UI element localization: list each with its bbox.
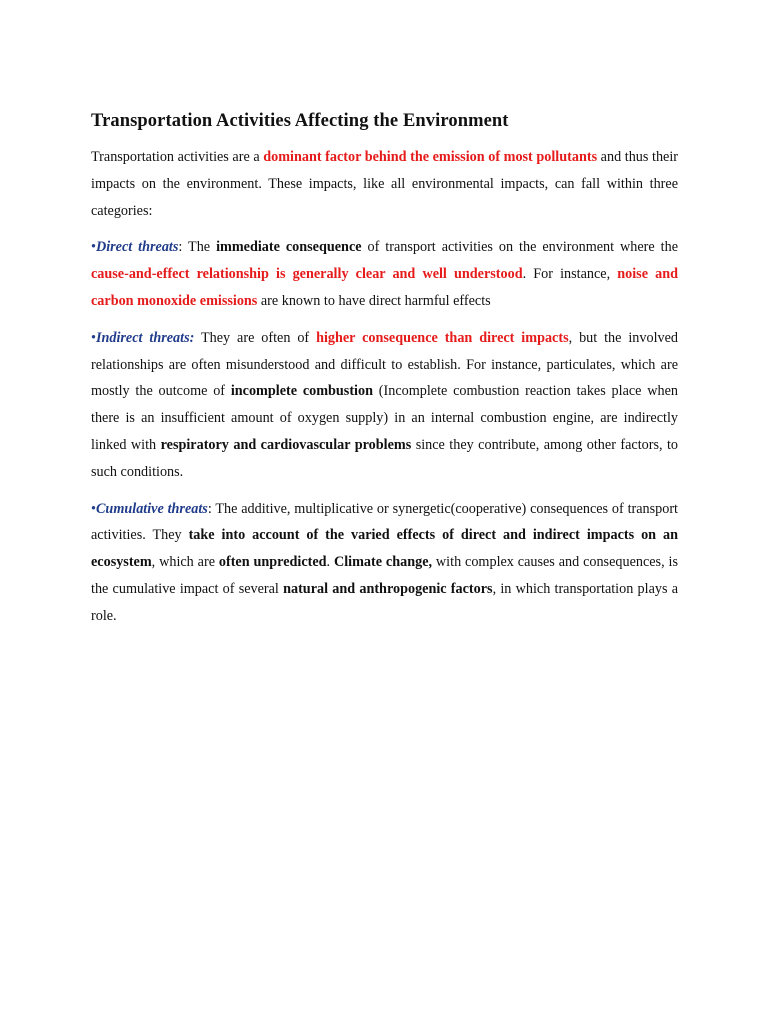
document-page: [91, 108, 678, 640]
bullet-direct: •: [91, 239, 96, 256]
cumulative-bold-4: natural and anthropogenic factors: [283, 580, 493, 597]
indirect-text-2: , but the involved relationships are often misunderstood and difficult to establish. For instance, particulates, which are mostly the outcome of: [91, 329, 678, 400]
bullet-indirect: •: [91, 329, 96, 346]
cumulative-bold-2: often unpredicted: [218, 554, 327, 571]
direct-threats-paragraph: [91, 234, 678, 314]
intro-text-1: Transportation activities are a: [91, 149, 264, 165]
direct-text-4: are known to have direct harmful effects: [257, 292, 491, 309]
direct-bold-1: immediate consequence: [216, 239, 362, 256]
cumulative-text-1: : The additive, multiplicative or synergetic(cooperative) consequences of transport activities. They: [91, 500, 679, 544]
direct-text-1: : The: [178, 239, 217, 256]
indirect-bold-2: respiratory and cardiovascular problems: [160, 436, 412, 453]
direct-text-2: of transport activities on the environment where the: [361, 239, 678, 256]
cumulative-text-2: , which are: [151, 554, 219, 571]
indirect-bold-1: incomplete combustion: [230, 383, 373, 400]
cumulative-bold-1: take into account of the varied effects of direct and indirect impacts on an ecosystem: [91, 527, 678, 571]
direct-text-3: . For instance,: [522, 266, 618, 283]
indirect-text-4: since they contribute, among other factors, to such conditions.: [91, 436, 679, 480]
indirect-threats-label: Indirect threats:: [95, 329, 195, 346]
cumulative-text-5: , in which transportation plays a role.: [91, 580, 679, 624]
cumulative-threats-paragraph: [91, 496, 678, 630]
bullet-cumulative: •: [91, 500, 96, 517]
indirect-highlight-1: higher consequence than direct impacts: [316, 329, 569, 346]
indirect-text-3: (Incomplete combustion reaction takes place when there is an insufficient amount of oxygen supply) in an internal combustion engine, are indirectly linked with: [91, 383, 678, 453]
direct-highlight-2: noise and carbon monoxide emissions: [91, 266, 678, 309]
intro-highlight-1: dominant factor behind the emission of most pollutants: [263, 149, 598, 165]
cumulative-threats-label: Cumulative threats: [95, 500, 208, 517]
direct-threats-label: Direct threats: [95, 239, 179, 256]
indirect-threats-paragraph: [91, 325, 678, 486]
cumulative-bold-3: Climate change,: [333, 554, 433, 571]
intro-text-2: and thus their impacts on the environment. These impacts, like all environmental impacts, can fall within three categories:: [91, 149, 678, 219]
direct-highlight-1: cause-and-effect relationship is generally clear and well understood: [91, 266, 523, 283]
page-title: Transportation Activities Affecting the Environment: [91, 111, 509, 131]
indirect-text-1: They are often of: [194, 329, 317, 346]
cumulative-text-3: .: [326, 554, 334, 571]
cumulative-text-4: with complex causes and consequences, is the cumulative impact of several: [91, 554, 678, 597]
intro-paragraph: [91, 144, 678, 224]
